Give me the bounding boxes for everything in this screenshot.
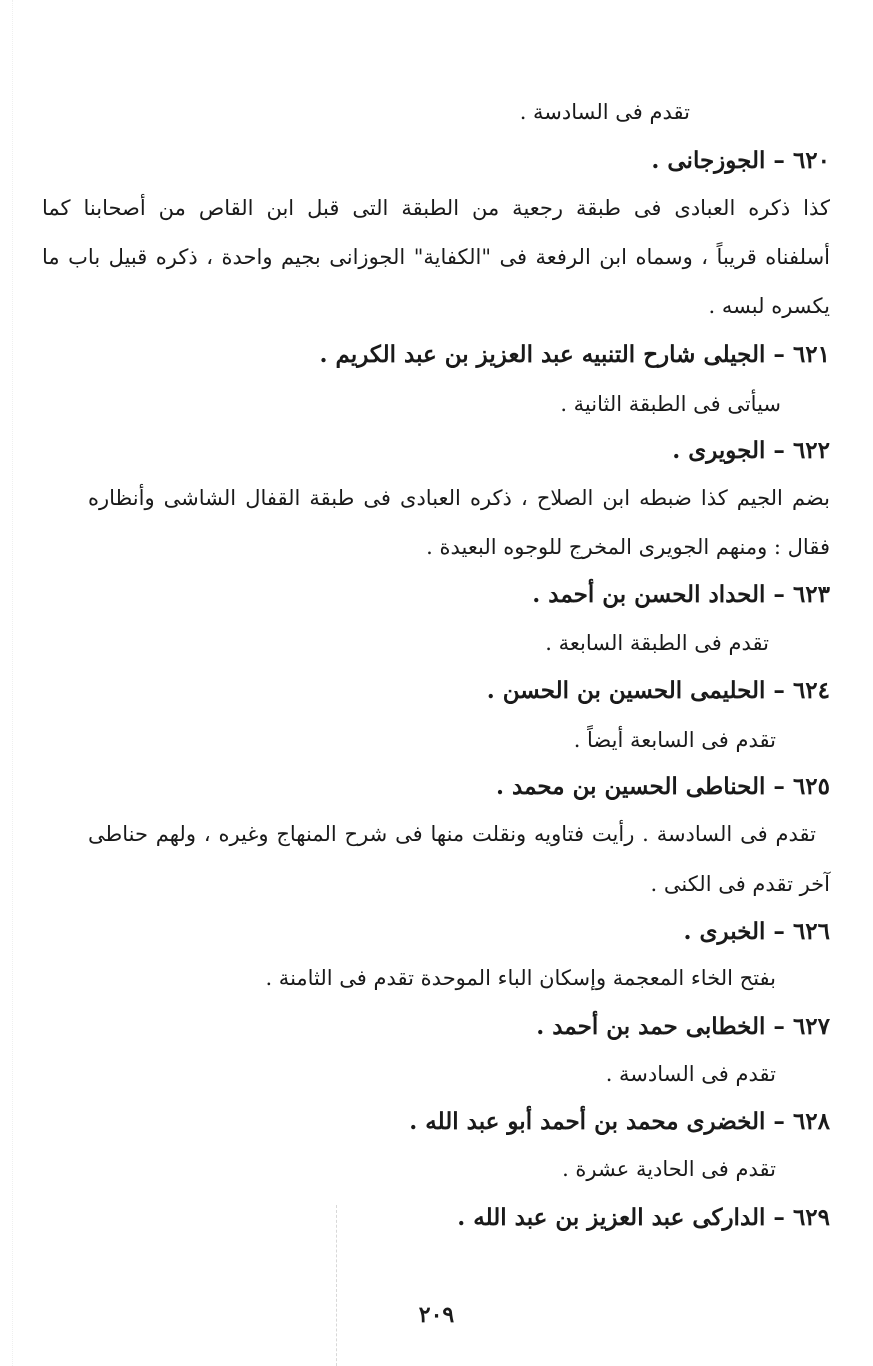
entry-heading-622: ٦٢٢ – الجويرى . (672, 437, 830, 464)
entry-heading-629: ٦٢٩ – الداركى عبد العزيز بن عبد الله . (457, 1204, 830, 1231)
entry-heading-624: ٦٢٤ – الحليمى الحسين بن الحسن . (486, 677, 830, 704)
entry-heading-627: ٦٢٧ – الخطابى حمد بن أحمد . (536, 1013, 830, 1040)
entry-heading-628: ٦٢٨ – الخضرى محمد بن أحمد أبو عبد الله . (409, 1108, 830, 1135)
text-line: تقدم فى السادسة . رأيت فتاويه ونقلت منها فى شرح المنهاج وغيره ، ولهم حناطى (88, 822, 816, 846)
page-edge-mark (12, 0, 13, 1366)
entry-heading-625: ٦٢٥ – الحناطى الحسين بن محمد . (496, 773, 830, 800)
text-line: يكسره لبسه . (708, 294, 830, 318)
text-line: فقال : ومنهم الجويرى المخرج للوجوه البعيدة . (426, 535, 830, 559)
text-line: بضم الجيم كذا ضبطه ابن الصلاح ، ذكره العبادى فى طبقة القفال الشاشى وأنظاره (88, 486, 830, 510)
text-line: تقدم فى السابعة أيضاً . (573, 728, 776, 752)
page-number: ٢٠٩ (418, 1302, 455, 1328)
entry-heading-621: ٦٢١ – الجيلى شارح التنبيه عبد العزيز بن عبد الكريم . (319, 341, 830, 368)
text-line: تقدم فى السادسة . (519, 100, 690, 124)
text-line: تقدم فى الحادية عشرة . (562, 1157, 776, 1181)
text-line: كذا ذكره العبادى فى طبقة رجعية من الطبقة التى قبل ابن القاص من أصحابنا كما (42, 196, 830, 220)
text-line: بفتح الخاء المعجمة وإسكان الباء الموحدة تقدم فى الثامنة . (265, 966, 776, 990)
text-line: سيأتى فى الطبقة الثانية . (560, 392, 781, 416)
text-line: تقدم فى الطبقة السابعة . (545, 631, 769, 655)
binding-shadow-line (336, 1205, 337, 1366)
text-line: أسلفناه قريباً ، وسماه ابن الرفعة فى "الكفاية" الجوزانى بجيم واحدة ، ذكره قبيل باب ما (42, 245, 830, 269)
text-line: آخر تقدم فى الكنى . (650, 872, 830, 896)
entry-heading-620: ٦٢٠ – الجوزجانى . (651, 147, 830, 174)
entry-heading-623: ٦٢٣ – الحداد الحسن بن أحمد . (532, 581, 830, 608)
entry-heading-626: ٦٢٦ – الخبرى . (683, 918, 830, 945)
text-line: تقدم فى السادسة . (605, 1062, 776, 1086)
